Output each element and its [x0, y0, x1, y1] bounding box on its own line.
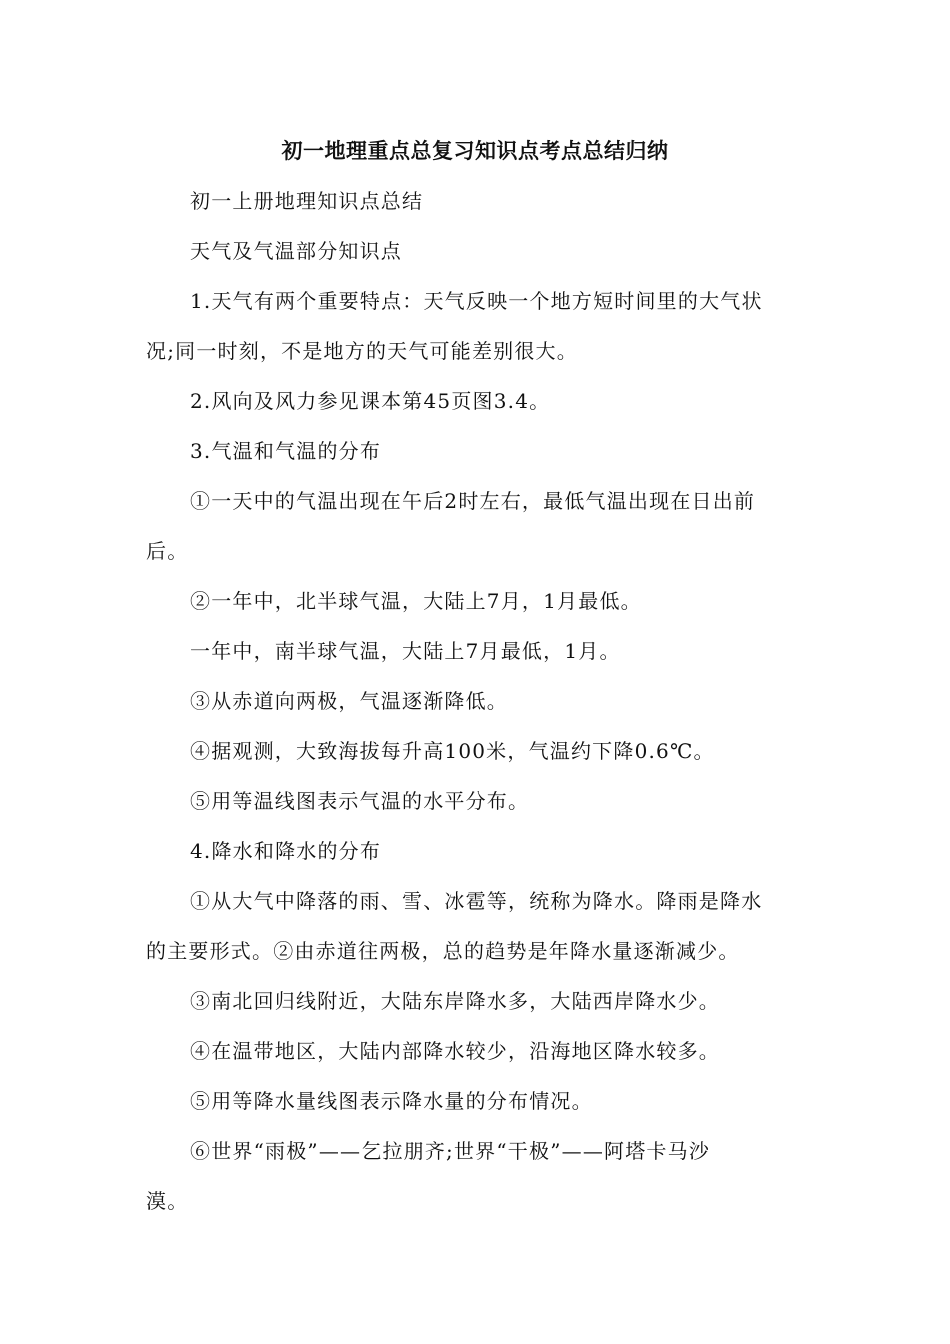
text-line: 3.气温和气温的分布 — [190, 439, 382, 463]
text-line: ①从大气中降落的雨、雪、冰雹等，统称为降水。降雨是降水 — [190, 889, 763, 913]
text-line: 一年中，南半球气温，大陆上7月最低，1月。 — [190, 639, 621, 663]
text-line: ⑥世界“雨极”——乞拉朋齐;世界“干极”——阿塔卡马沙 — [190, 1139, 711, 1163]
document-title: 初一地理重点总复习知识点考点总结归纳 — [281, 139, 669, 163]
text-line: ③南北回归线附近，大陆东岸降水多，大陆西岸降水少。 — [190, 989, 720, 1013]
text-line: 1.天气有两个重要特点：天气反映一个地方短时间里的大气状 — [190, 289, 763, 313]
text-line: 初一上册地理知识点总结 — [190, 189, 424, 213]
text-line: 后。 — [146, 539, 189, 563]
text-line: ⑤用等降水量线图表示降水量的分布情况。 — [190, 1089, 593, 1113]
text-line: ④据观测，大致海拔每升高100米，气温约下降0.6℃。 — [190, 739, 715, 763]
text-line: 4.降水和降水的分布 — [190, 839, 382, 863]
text-line: 漠。 — [146, 1189, 189, 1213]
text-line: 况;同一时刻，不是地方的天气可能差别很大。 — [146, 339, 578, 363]
text-line: ⑤用等温线图表示气温的水平分布。 — [190, 789, 530, 813]
text-line: ④在温带地区，大陆内部降水较少，沿海地区降水较多。 — [190, 1039, 720, 1063]
text-line: 天气及气温部分知识点 — [190, 239, 402, 263]
text-line: 的主要形式。②由赤道往两极，总的趋势是年降水量逐渐减少。 — [146, 939, 740, 963]
text-line: ②一年中，北半球气温，大陆上7月，1月最低。 — [190, 589, 642, 613]
text-line: 2.风向及风力参见课本第45页图3.4。 — [190, 389, 551, 413]
text-line: ③从赤道向两极，气温逐渐降低。 — [190, 689, 508, 713]
text-line: ①一天中的气温出现在午后2时左右，最低气温出现在日出前 — [190, 489, 756, 513]
